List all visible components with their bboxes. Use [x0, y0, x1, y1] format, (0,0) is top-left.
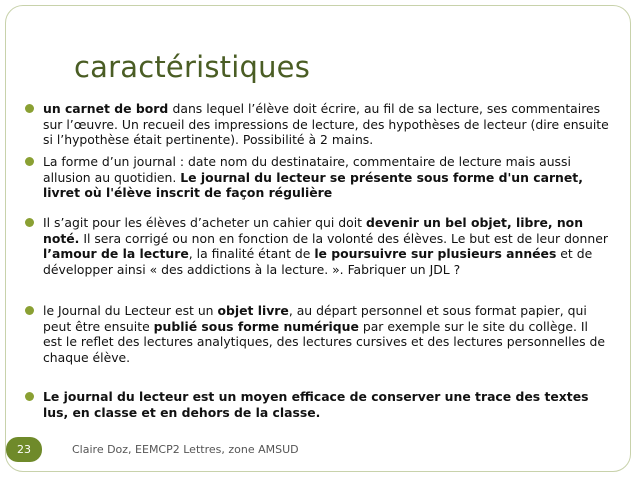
bullet-icon	[25, 104, 34, 113]
bullet-icon	[25, 306, 34, 315]
page-number-badge: 23	[6, 437, 42, 462]
bullet-text: le Journal du Lecteur est un objet livre, au départ personnel et sous format papier, qui peut être ensuite publié sous forme numérique par exemple sur le site du collège. Il est le reflet des lectures analytiques, des lectures cursives et des lectures personnelles de chaque élève.	[43, 303, 606, 365]
bullet-text: Il s’agit pour les élèves d’acheter un cahier qui doit devenir un bel objet, libre, non noté. Il sera corrigé ou non en fonction de la volonté des élèves. Le but est de leur donner l’amour de la lecture, la finalité étant de le poursuivre sur plusieurs années et de développer ainsi « des addictions à la lecture. ». Fabriquer un JDL ?	[43, 215, 608, 277]
bullet-text: un carnet de bord dans lequel l’élève doit écrire, au fil de sa lecture, ses commentaires sur l’œuvre. Un recueil des impressions de lecture, des hypothèses de lecteur (dire ensuite si l’hypothèse était pertinente). Possibilité à 2 mains.	[43, 101, 609, 148]
slide-title: caractéristiques	[74, 50, 311, 84]
bullet-icon	[25, 157, 34, 166]
footer-text: Claire Doz, EEMCP2 Lettres, zone AMSUD	[72, 443, 299, 456]
bullet-text: Le journal du lecteur est un moyen efficace de conserver une trace des textes lus, en classe et en dehors de la classe.	[43, 389, 589, 420]
bullet-icon	[25, 392, 34, 401]
bullet-text: La forme d’un journal : date nom du destinataire, commentaire de lecture mais aussi allusion au quotidien. Le journal du lecteur se présente sous forme d'un carnet, livret où l'élève inscrit de façon régulière	[43, 154, 583, 201]
bullet-icon	[25, 218, 34, 227]
